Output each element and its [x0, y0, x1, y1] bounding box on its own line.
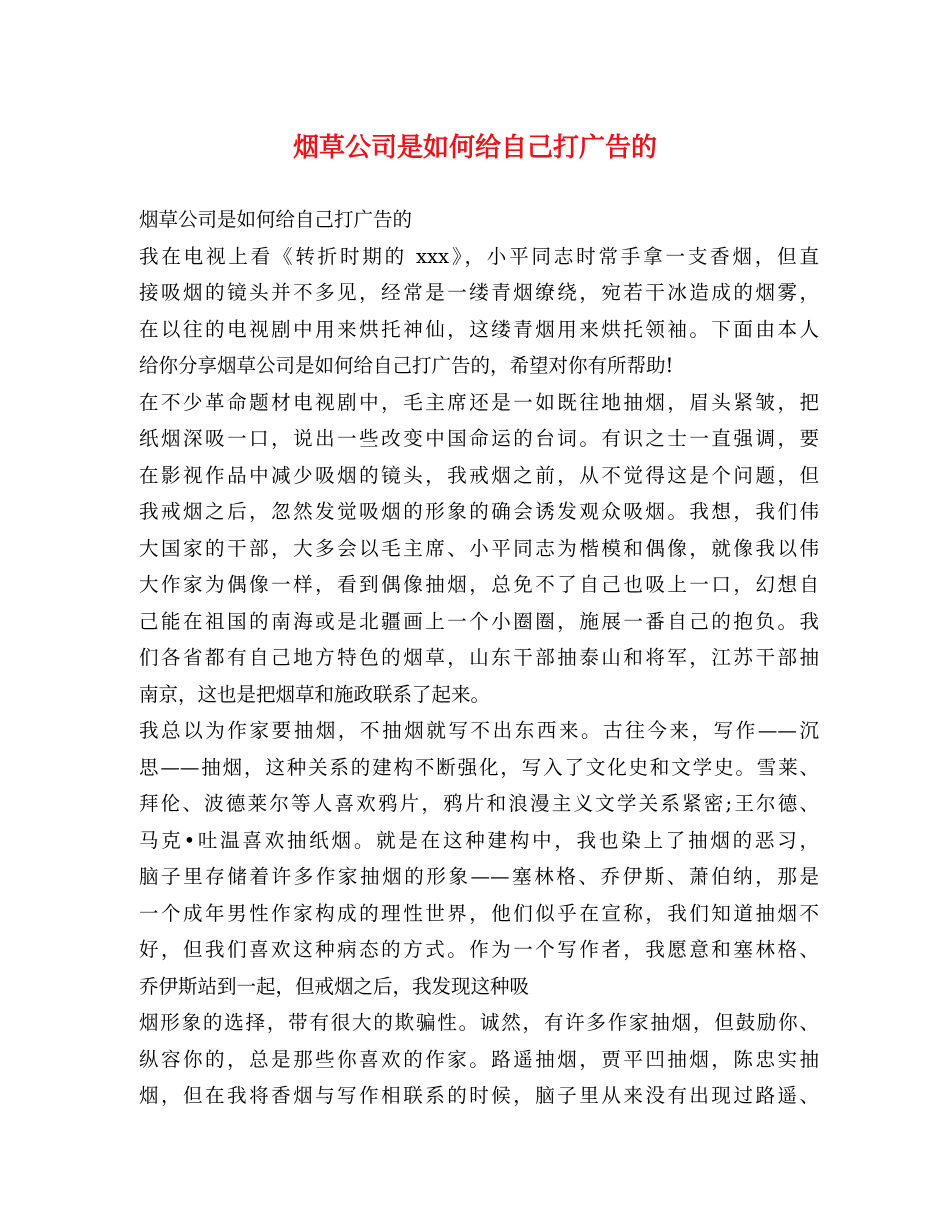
text-line: 南京，这也是把烟草和施政联系了起来。: [139, 682, 491, 706]
text-line: 大作家为偶像一样，看到偶像抽烟，总免不了自己也吸上一口，幻想自: [139, 573, 819, 596]
text-line: 烟形象的选择，带有很大的欺骗性。诚然，有许多作家抽烟，但鼓励你、: [139, 1011, 819, 1034]
text-line: 乔伊斯站到一起，但戒烟之后，我发现这种吸: [139, 974, 530, 998]
text-line: 烟草公司是如何给自己打广告的: [139, 208, 413, 231]
text-line: 己能在祖国的南海或是北疆画上一个小圈圈，施展一番自己的抱负。我: [139, 609, 819, 633]
text-line: 我总以为作家要抽烟，不抽烟就写不出东西来。古往今来，写作——沉: [139, 719, 819, 742]
text-line: 接吸烟的镜头并不多见，经常是一缕青烟缭绕，宛若干冰造成的烟雾，: [139, 281, 819, 304]
text-line: 大国家的干部，大多会以毛主席、小平同志为楷模和偶像，就像我以伟: [139, 536, 819, 560]
text-line: 烟，但在我将香烟与写作相联系的时候，脑子里从来没有出现过路遥、: [139, 1084, 819, 1107]
text-line: 拜伦、波德莱尔等人喜欢鸦片，鸦片和浪漫主义文学关系紧密;王尔德、: [139, 792, 819, 815]
document-body: [139, 202, 819, 1115]
text-line: 好，但我们喜欢这种病态的方式。作为一个写作者，我愿意和塞林格、: [139, 938, 819, 961]
text-line: 在以往的电视剧中用来烘托神仙，这缕青烟用来烘托领袖。下面由本人: [139, 317, 819, 341]
document-title: 烟草公司是如何给自己打广告的: [292, 133, 657, 163]
text-line: 纵容你的，总是那些你喜欢的作家。路遥抽烟，贾平凹抽烟，陈忠实抽: [139, 1047, 819, 1071]
text-line: 在不少革命题材电视剧中，毛主席还是一如既往地抽烟，眉头紧皱，把: [139, 390, 819, 414]
text-line: 纸烟深吸一口，说出一些改变中国命运的台词。有识之士一直强调，要: [139, 427, 819, 450]
text-line: 马克•吐温喜欢抽纸烟。就是在这种建构中，我也染上了抽烟的恶习，: [139, 828, 819, 852]
text-line: 一个成年男性作家构成的理性世界，他们似乎在宣称，我们知道抽烟不: [139, 901, 819, 925]
text-line: 脑子里存储着许多作家抽烟的形象——塞林格、乔伊斯、萧伯纳，那是: [139, 865, 819, 888]
text-line: 在影视作品中减少吸烟的镜头，我戒烟之前，从不觉得这是个问题，但: [139, 463, 819, 487]
text-line: 我戒烟之后，忽然发觉吸烟的形象的确会诱发观众吸烟。我想，我们伟: [139, 500, 819, 523]
text-line: 思——抽烟，这种关系的建构不断强化，写入了文化史和文学史。雪莱、: [139, 755, 819, 779]
text-line: 我在电视上看《转折时期的 xxx》，小平同志时常手拿一支香烟，但直: [139, 244, 819, 268]
text-line: 们各省都有自己地方特色的烟草，山东干部抽泰山和将军，江苏干部抽: [139, 646, 819, 669]
text-line: 给你分享烟草公司是如何给自己打广告的，希望对你有所帮助!: [139, 354, 674, 377]
